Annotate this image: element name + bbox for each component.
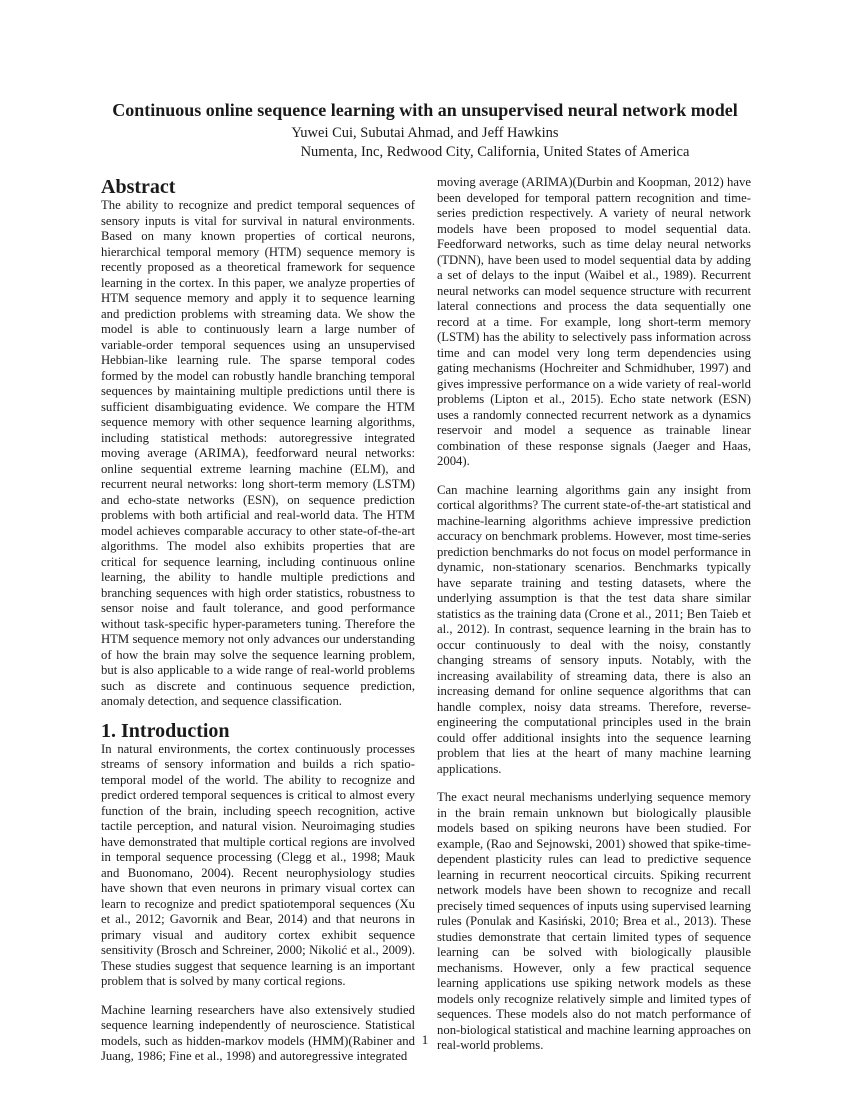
intro-paragraph-1: In natural environments, the cortex continuously processes streams of sensory information and builds a rich spatio-temporal model of the world. The ability to recognize and predict ordered temporal sequences is critical to almost every function of the brain, including speech recognition, active tactile perception, and natural vision. Neuroimaging studies have demonstrated that multiple cortical regions are involved in temporal sequence processing (Clegg et al., 1998; Mauk and Buonomano, 2004). Recent neurophysiology studies have shown that even neurons in primary visual cortex can learn to recognize and predict spatiotemporal sequences (Xu et al., 2012; Gavornik and Bear, 2014) and that neurons in primary visual and auditory cortex exhibit sequence sensitivity (Brosch and Schreiner, 2000; Nikolić et al., 2009). These studies suggest that sequence learning is an important problem that is solved by many cortical regions. bbox=[101, 741, 415, 988]
intro-paragraph-3: moving average (ARIMA)(Durbin and Koopman, 2012) have been developed for temporal pattern recognition and time-series prediction respectively. A variety of neural network models have been proposed to model sequential data. Feedforward networks, such as time delay neural networks (TDNN), have been used to model sequential data by adding a set of delays to the input (Waibel et al., 1989). Recurrent neural networks can model sequence structure with recurrent lateral connections and process the data sequentially one record at a time. For example, long short-term memory (LSTM) has the ability to selectively pass information across time and can model very long term dependencies using gating mechanisms (Hochreiter and Schmidhuber, 1997) and gives impressive performance on a wide variety of real-world problems (Lipton et al., 2015). Echo state network (ESN) uses a randomly connected recurrent network as a dynamics reservoir and model a sequence as trainable linear combination of these response signals (Jaeger and Haas, 2004). bbox=[437, 175, 751, 468]
left-column bbox=[101, 176, 415, 1065]
introduction-heading: 1. Introduction bbox=[101, 719, 230, 742]
paper-title: Continuous online sequence learning with an unsupervised neural network model bbox=[112, 100, 738, 120]
intro-paragraph-5: The exact neural mechanisms underlying sequence memory in the brain remain unknown but biologically plausible models based on spiking neurons have been studied. For example, (Rao and Sejnowski, 2001) showed that spike-time-dependent plasticity rules can lead to predictive sequence learning in recurrent neocortical circuits. Spiking recurrent network models have been shown to recognize and recall precisely timed sequences of inputs using supervised learning rules (Ponulak and Kasiński, 2010; Brea et al., 2013). These studies demonstrate that certain limited types of sequence learning can be solved with biologically plausible mechanisms. However, only a few practical sequence learning applications use spiking network models as these models only recognize relatively simple and limited types of sequences. These models also do not match performance of non-biological statistical and machine learning approaches on real-world problems. bbox=[437, 790, 751, 1052]
intro-paragraph-4: Can machine learning algorithms gain any insight from cortical algorithms? The current state-of-the-art statistical and machine-learning algorithms achieve impressive prediction accuracy on benchmark problems. However, most time-series prediction benchmarks do not focus on model performance in dynamic, non-stationary scenarios. Benchmarks typically have separate training and testing datasets, where the underlying assumption is that the test data share similar statistics as the training data (Crone et al., 2011; Ben Taieb et al., 2012). In contrast, sequence learning in the brain has to occur continuously to deal with the noisy, constantly changing streams of sensory inputs. Notably, with the increasing availability of streaming data, there is also an increasing demand for online sequence algorithms that can handle complex, noisy data streams. Therefore, reverse-engineering the computational principles used in the brain could offer additional insights into the sequence learning problem that lies at the heart of many machine learning applications. bbox=[437, 482, 752, 776]
abstract-heading: Abstract bbox=[101, 176, 176, 198]
abstract-text: The ability to recognize and predict temporal sequences of sensory inputs is vital for survival in natural environments. Based on many known properties of cortical neurons, hierarchical temporal memory (HTM) sequence memory is recently proposed as a theoretical framework for sequence learning in the cortex. In this paper, we analyze properties of HTM sequence memory and apply it to sequence learning and prediction problems with streaming data. We show the model is able to continuously learn a large number of variable-order temporal sequences using an unsupervised Hebbian-like learning rule. The sparse temporal codes formed by the model can robustly handle branching temporal sequences by maintaining multiple predictions until there is sufficient disambiguating evidence. We compare the HTM sequence memory with other sequence learning algorithms, including statistical methods: autoregressive integrated moving average (ARIMA), feedforward neural networks: online sequential extreme learning machine (ELM), and recurrent neural networks: long short-term memory (LSTM) and echo-state networks (ESN), on sequence prediction problems with both artificial and real-world data. The HTM model achieves comparable accuracy to other state-of-the-art algorithms. The model also exhibits properties that are critical for sequence learning, including continuous online learning, the ability to handle multiple predictions and branching sequences with high order statistics, robustness to sensor noise and fault tolerance, and good performance without task-specific hyper-parameters tuning. Therefore the HTM sequence memory not only advances our understanding of how the brain may solve the sequence learning problem, but is also applicable to a wide range of real-world problems such as discrete and continuous sequence prediction, anomaly detection, and sequence classification. bbox=[101, 198, 415, 708]
affiliation: Numenta, Inc, Redwood City, California, United States of America bbox=[300, 144, 690, 160]
author-list: Yuwei Cui, Subutai Ahmad, and Jeff Hawkins bbox=[291, 125, 559, 141]
intro-paragraph-2: Machine learning researchers have also extensively studied sequence learning independently of neuroscience. Statistical models, such as hidden-markov models (HMM)(Rabiner and Juang, 1986; Fine et al., 1998) and autoregressive integrated bbox=[101, 1002, 415, 1063]
right-column bbox=[437, 175, 751, 1054]
page-number: 1 bbox=[421, 1032, 429, 1047]
